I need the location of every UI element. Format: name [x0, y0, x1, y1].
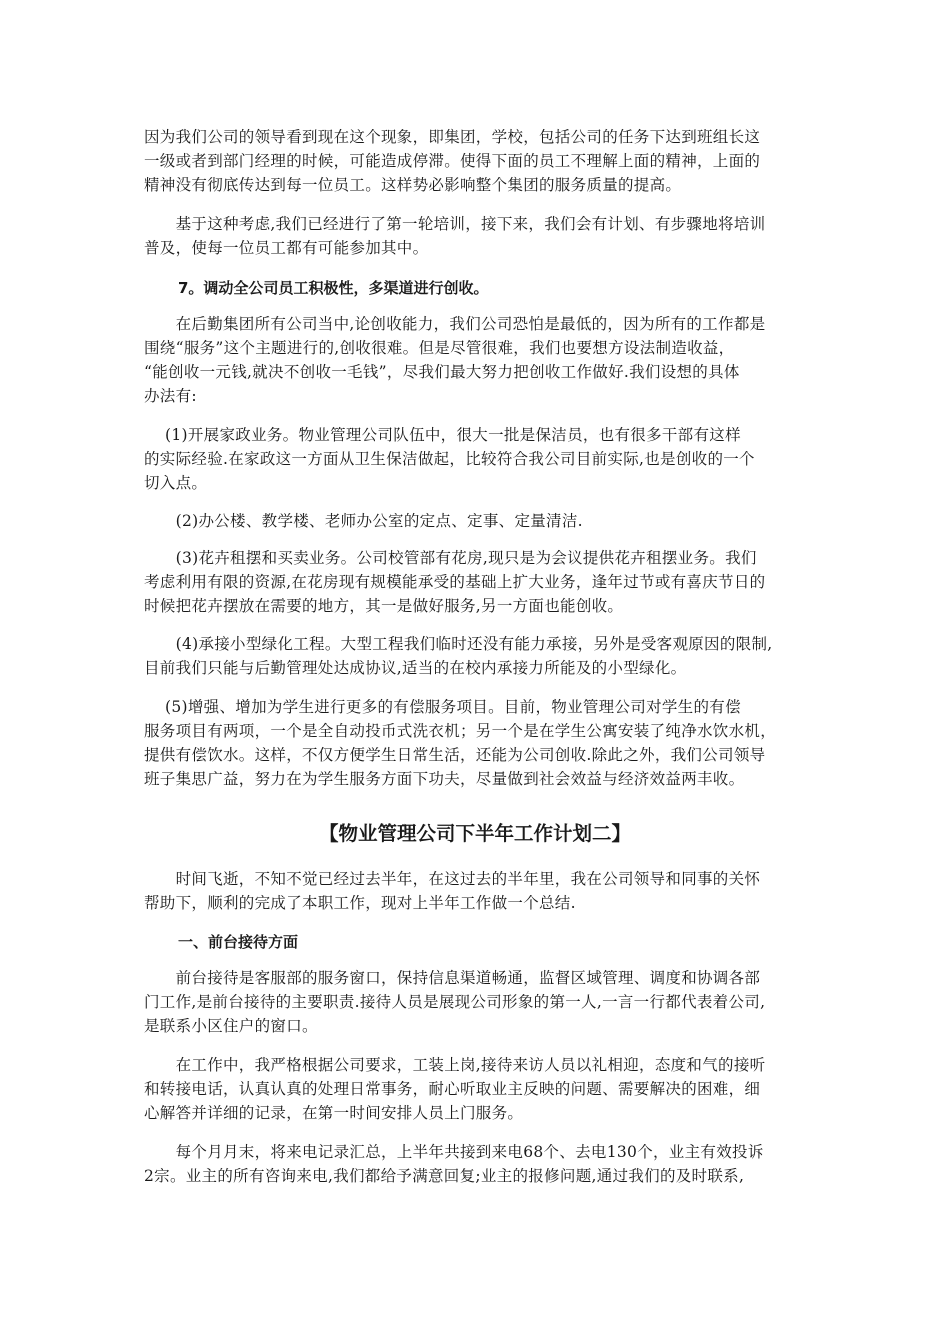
- list-item-flowers: [144, 546, 808, 618]
- text-line: 围绕“服务”这个主题进行的,创收很难。但是尽管很难，我们也要想方设法制造收益，: [144, 339, 735, 357]
- text-line: (2)办公楼、教学楼、老师办公室的定点、定事、定量清洁.: [144, 512, 583, 530]
- text-line: “能创收一元钱,就决不创收一毛钱”，尽我们最大努力把创收工作做好.我们设想的具体: [144, 363, 740, 381]
- heading-item-7: 7。调动全公司员工积极性，多渠道进行创收。: [178, 279, 489, 297]
- text-line: 时间飞逝，不知不觉已经过去半年，在这过去的半年里，我在公司领导和同事的关怀: [144, 870, 761, 888]
- text-line: 班子集思广益，努力在为学生服务方面下功夫，尽量做到社会效益与经济效益两丰收。: [144, 770, 745, 788]
- list-item-cleaning: [144, 509, 808, 533]
- paragraph-training-reason: [144, 125, 808, 197]
- text-line: 心解答并详细的记录，在第一时间安排人员上门服务。: [144, 1104, 524, 1122]
- text-line: 帮助下，顺利的完成了本职工作，现对上半年工作做一个总结.: [144, 894, 576, 912]
- paragraph-call-statistics: [144, 1140, 808, 1188]
- paragraph-summary-intro: [144, 867, 808, 915]
- list-item-housekeeping: [144, 423, 808, 495]
- text-line: (1)开展家政业务。物业管理公司队伍中，很大一批是保洁员，也有很多干部有这样: [144, 426, 741, 444]
- text-line: (3)花卉租摆和买卖业务。公司校管部有花房,现只是为会议提供花卉租摆业务。我们: [144, 549, 757, 567]
- text-line: 基于这种考虑,我们已经进行了第一轮培训，接下来，我们会有计划、有步骤地将培训: [144, 215, 766, 233]
- text-line: 每个月月末，将来电记录汇总，上半年共接到来电68个、去电130个，业主有效投诉: [144, 1143, 764, 1161]
- text-line: 的实际经验.在家政这一方面从卫生保洁做起，比较符合我公司目前实际,也是创收的一个: [144, 450, 755, 468]
- text-line: 在后勤集团所有公司当中,论创收能力，我们公司恐怕是最低的，因为所有的工作都是: [144, 315, 766, 333]
- text-line: 门工作,是前台接待的主要职责.接待人员是展现公司形象的第一人,一言一行都代表着公司,: [144, 993, 766, 1011]
- text-line: 是联系小区住户的窗口。: [144, 1017, 318, 1035]
- text-line: 一级或者到部门经理的时候，可能造成停滞。使得下面的员工不理解上面的精神，上面的: [144, 152, 761, 170]
- text-line: (4)承接小型绿化工程。大型工程我们临时还没有能力承接，另外是受客观原因的限制,: [144, 635, 773, 653]
- text-line: (5)增强、增加为学生进行更多的有偿服务项目。目前，物业管理公司对学生的有偿: [144, 698, 741, 716]
- text-line: 在工作中，我严格根据公司要求，工装上岗,接待来访人员以礼相迎，态度和气的接听: [144, 1056, 766, 1074]
- text-line: 和转接电话，认真认真的处理日常事务，耐心听取业主反映的问题、需要解决的困难，细: [144, 1080, 761, 1098]
- text-line: 办法有:: [144, 387, 197, 405]
- text-line: 普及，使每一位员工都有可能参加其中。: [144, 239, 429, 257]
- heading-front-desk: 一、前台接待方面: [178, 933, 299, 951]
- paragraph-front-desk-duties: [144, 966, 808, 1038]
- text-line: 2宗。业主的所有咨询来电,我们都给予满意回复;业主的报修问题,通过我们的及时联系,: [144, 1167, 745, 1185]
- section-title: 【物业管理公司下半年工作计划二】: [318, 822, 631, 845]
- list-item-greening: [144, 632, 808, 680]
- paragraph-revenue-intro: [144, 312, 808, 408]
- text-line: 考虑利用有限的资源,在花房现有规模能承受的基础上扩大业务，逢年过节或有喜庆节日的: [144, 573, 766, 591]
- text-line: 目前我们只能与后勤管理处达成协议,适当的在校内承接力所能及的小型绿化。: [144, 659, 687, 677]
- list-item-student-services: [144, 695, 808, 791]
- text-line: 提供有偿饮水。这样，不仅方便学生日常生活，还能为公司创收.除此之外，我们公司领导: [144, 746, 766, 764]
- paragraph-work-conduct: [144, 1053, 808, 1125]
- text-line: 时候把花卉摆放在需要的地方，其一是做好服务,另一方面也能创收。: [144, 597, 624, 615]
- paragraph-training-plan: [144, 212, 808, 260]
- text-line: 切入点。: [144, 474, 208, 492]
- text-line: 精神没有彻底传达到每一位员工。这样势必影响整个集团的服务质量的提高。: [144, 176, 682, 194]
- text-line: 服务项目有两项，一个是全自动投币式洗衣机；另一个是在学生公寓安装了纯净水饮水机，: [144, 722, 777, 740]
- text-line: 前台接待是客服部的服务窗口，保持信息渠道畅通，监督区域管理、调度和协调各部: [144, 969, 761, 987]
- text-line: 因为我们公司的领导看到现在这个现象，即集团，学校，包括公司的任务下达到班组长这: [144, 128, 761, 146]
